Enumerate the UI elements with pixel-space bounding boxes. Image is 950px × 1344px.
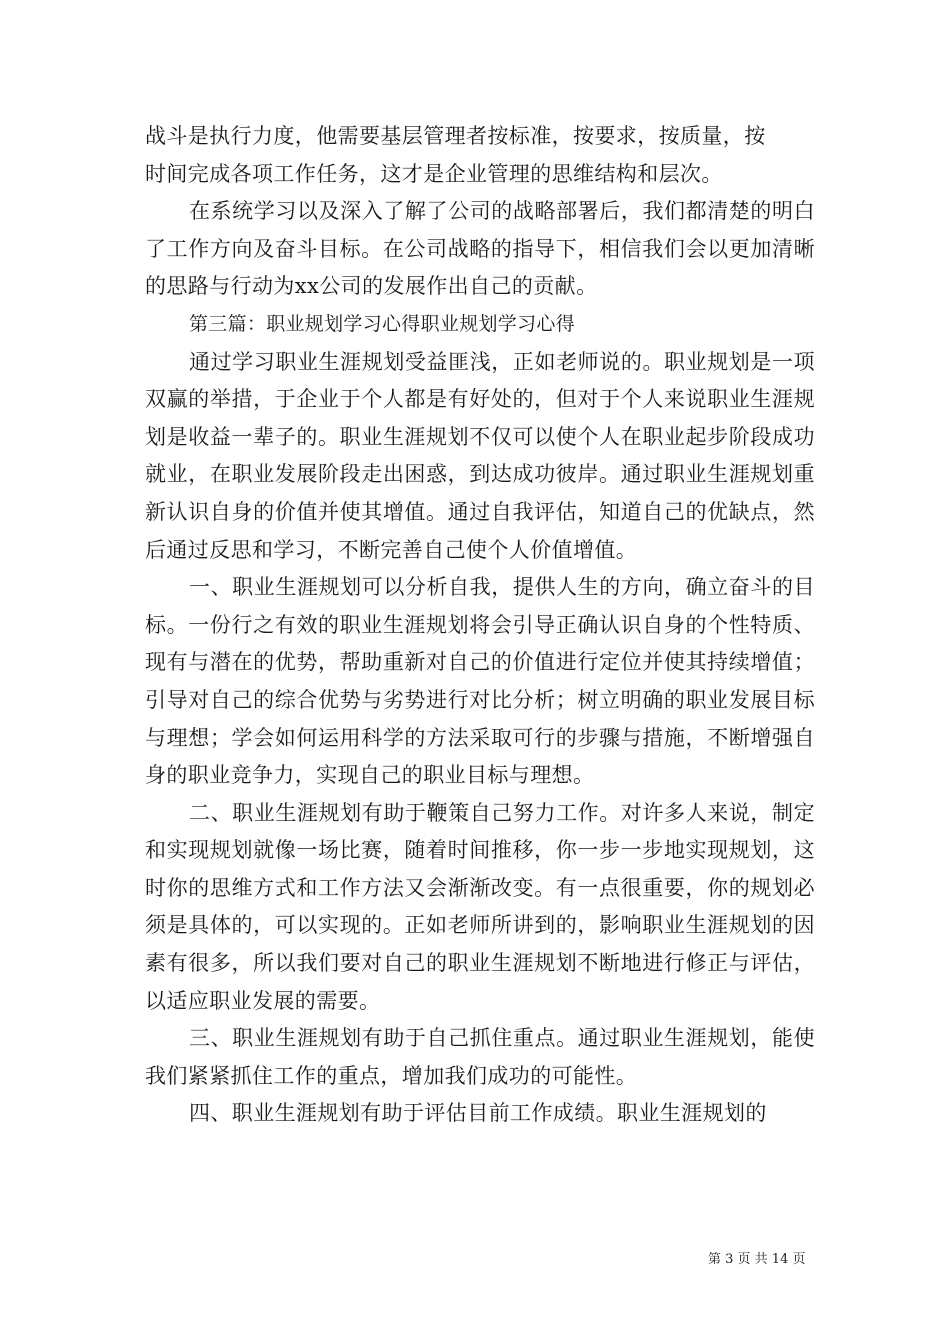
- section-heading: 第三篇：职业规划学习心得职业规划学习心得: [189, 312, 576, 335]
- page-number-footer: 第 3 页 共 14 页: [708, 1252, 806, 1267]
- document-body: [145, 118, 815, 1133]
- paragraph-continued-line-1: 战斗是执行力度，他需要基层管理者按标准，按要求，按质量，按: [145, 124, 766, 148]
- paragraph-point-one: 一、职业生涯规划可以分析自我，提供人生的方向，确立奋斗的目标。一份行之有效的职业生涯规划将会引导正确认识自身的个性特质、现有与潜在的优势，帮助重新对自己的价值进行定位并使其持续增值；引导对自己的综合优势与劣势进行对比分析；树立明确的职业发展目标与理想；学会如何运用科学的方法采取可行的步骤与措施，不断增强自身的职业竞争力，实现自己的职业目标与理想。: [145, 575, 815, 788]
- paragraph-point-two: 二、职业生涯规划有助于鞭策自己努力工作。对许多人来说，制定和实现规划就像一场比赛，随着时间推移，你一步一步地实现规划，这时你的思维方式和工作方法又会渐渐改变。有一点很重要，你的规划必须是具体的，可以实现的。正如老师所讲到的，影响职业生涯规划的因素有很多，所以我们要对自己的职业生涯规划不断地进行修正与评估，以适应职业发展的需要。: [145, 800, 815, 1013]
- paragraph-point-three: 三、职业生涯规划有助于自己抓住重点。通过职业生涯规划，能使我们紧紧抓住工作的重点，增加我们成功的可能性。: [145, 1026, 815, 1088]
- paragraph-continued-line-2: 时间完成各项工作任务，这才是企业管理的思维结构和层次。: [145, 161, 723, 186]
- paragraph-point-four: 四、职业生涯规划有助于评估目前工作成绩。职业生涯规划的: [189, 1101, 767, 1126]
- paragraph-strategy: 在系统学习以及深入了解了公司的战略部署后，我们都清楚的明白了工作方向及奋斗目标。在公司战略的指导下，相信我们会以更加清晰的思路与行动为xx公司的发展作出自己的贡献。: [145, 199, 815, 299]
- paragraph-intro: 通过学习职业生涯规划受益匪浅，正如老师说的。职业规划是一项双赢的举措，于企业于个人都是有好处的，但对于个人来说职业生涯规划是收益一辈子的。职业生涯规划不仅可以使个人在职业起步阶段成功就业，在职业发展阶段走出困惑，到达成功彼岸。通过职业生涯规划重新认识自身的价值并使其增值。通过自我评估，知道自己的优缺点，然后通过反思和学习，不断完善自己使个人价值增值。: [145, 349, 815, 562]
